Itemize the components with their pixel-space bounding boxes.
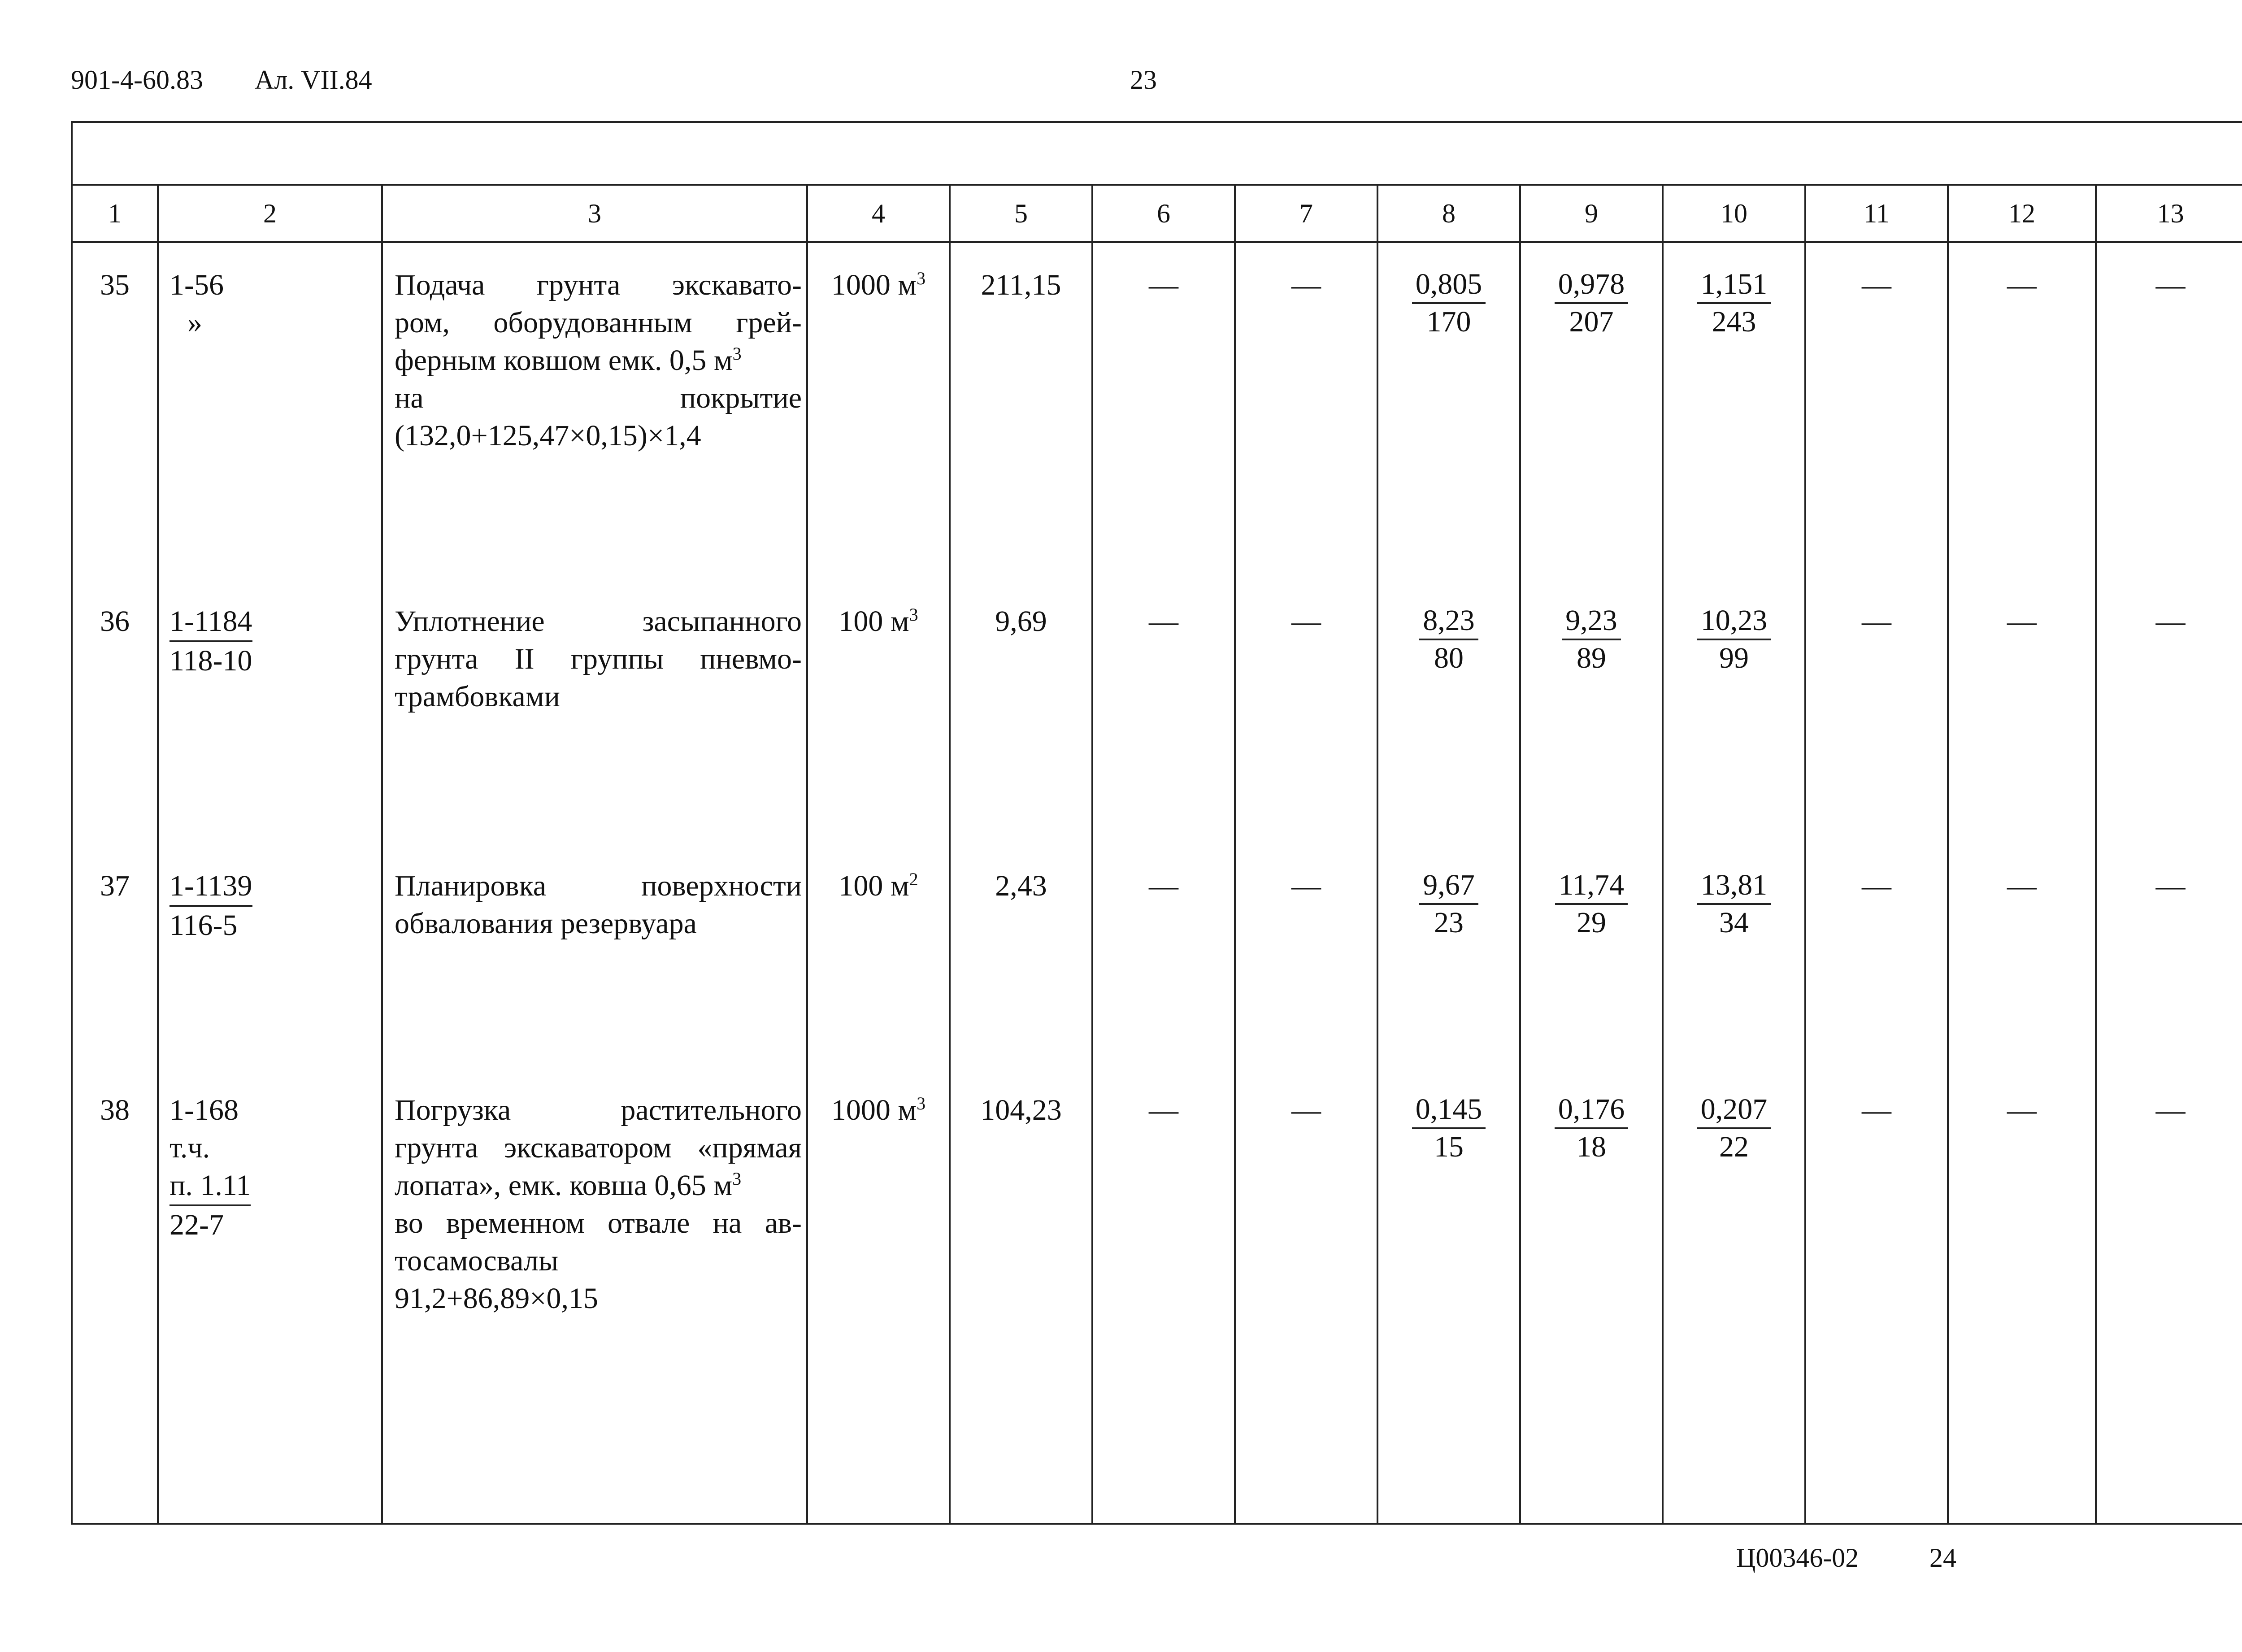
fraction-numerator: 11,74 xyxy=(1555,867,1628,905)
unit-of-measure xyxy=(808,1086,949,1129)
column-number: 9 xyxy=(1520,185,1663,242)
fraction xyxy=(1555,1091,1629,1165)
estimate-table xyxy=(71,121,2242,1525)
fraction-denominator: 23 xyxy=(1434,906,1464,939)
norm-code-numerator-text: 1-1139 xyxy=(169,867,252,907)
column-number: 5 xyxy=(950,185,1092,242)
empty-dash: — xyxy=(2007,605,2037,638)
unit-text: 100 м xyxy=(839,605,909,638)
fraction-denominator: 29 xyxy=(1577,906,1606,939)
fraction xyxy=(1697,603,1771,676)
work-description xyxy=(383,597,806,716)
empty-dash: — xyxy=(1291,869,1321,902)
empty-dash: — xyxy=(2007,869,2037,902)
column-number: 7 xyxy=(1235,185,1377,242)
column-number: 2 xyxy=(158,185,382,242)
col-9 xyxy=(1520,242,1663,1524)
empty-dash: — xyxy=(1149,869,1178,902)
norm-code-denominator: 118-10 xyxy=(169,644,252,677)
fraction xyxy=(1562,603,1621,676)
description-superscript: 3 xyxy=(732,1169,742,1189)
empty-dash: — xyxy=(1291,1094,1321,1126)
col-unit xyxy=(807,242,950,1524)
fraction-denominator: 207 xyxy=(1569,305,1614,338)
fraction xyxy=(1555,867,1628,941)
unit-text: 100 м xyxy=(839,869,909,902)
fraction-cell xyxy=(1378,1086,1519,1166)
norm-code xyxy=(159,862,381,944)
norm-code-numerator xyxy=(169,867,381,907)
description-line: обвалования резервуара xyxy=(395,907,697,940)
fraction xyxy=(1555,266,1629,340)
empty-dash: — xyxy=(1291,605,1321,638)
column-number: 12 xyxy=(1948,185,2096,242)
fraction-numerator: 0,978 xyxy=(1555,266,1629,304)
fraction-cell xyxy=(1664,1086,1804,1166)
empty-dash: — xyxy=(2155,869,2186,902)
col-11 xyxy=(1805,242,1948,1524)
column-number: 6 xyxy=(1092,185,1235,242)
fraction-cell xyxy=(1521,862,1662,942)
description-line: Планировка поверхности xyxy=(395,869,802,902)
fraction-denominator: 170 xyxy=(1426,305,1471,338)
norm-code-numerator-text: 1-1184 xyxy=(169,603,252,642)
fraction-cell xyxy=(1521,597,1662,677)
footer-number: 24 xyxy=(1929,1543,1956,1573)
norm-code xyxy=(159,1086,381,1244)
row-number: 35 xyxy=(100,269,130,301)
unit-superscript: 3 xyxy=(917,1093,926,1113)
footer-code: Ц00346-02 xyxy=(1736,1543,1859,1573)
empty-dash: — xyxy=(2007,1094,2037,1126)
description-line: (132,0+125,47×0,15)×1,4 xyxy=(395,419,701,452)
empty-dash: — xyxy=(2155,605,2186,638)
quantity: 104,23 xyxy=(980,1094,1062,1126)
fraction-numerator: 0,176 xyxy=(1555,1091,1629,1129)
column-number: 11 xyxy=(1805,185,1948,242)
col-description xyxy=(382,242,807,1524)
col-8 xyxy=(1377,242,1520,1524)
col-7 xyxy=(1235,242,1377,1524)
norm-code-denominator: 116-5 xyxy=(169,909,238,942)
fraction-cell xyxy=(1521,1086,1662,1166)
norm-code-denominator: 22-7 xyxy=(169,1209,224,1241)
col-12 xyxy=(1948,242,2096,1524)
description-line: Погрузка растительного xyxy=(395,1094,802,1126)
unit-of-measure xyxy=(808,597,949,640)
col-row-number xyxy=(72,242,158,1524)
fraction xyxy=(1697,266,1771,340)
empty-dash: — xyxy=(1149,605,1178,638)
work-description xyxy=(383,862,806,943)
empty-dash: — xyxy=(1291,269,1321,301)
unit-text: 1000 м xyxy=(831,1094,917,1126)
fraction-denominator: 243 xyxy=(1712,305,1756,338)
fraction-denominator: 80 xyxy=(1434,642,1464,674)
fraction-denominator: 22 xyxy=(1719,1130,1749,1163)
fraction-numerator: 13,81 xyxy=(1697,867,1771,905)
fraction-numerator: 0,145 xyxy=(1412,1091,1486,1129)
fraction xyxy=(1412,266,1486,340)
norm-code-line: 1-56 xyxy=(169,269,224,301)
description-line: во временном отвале на ав- xyxy=(395,1207,802,1239)
description-line: грунта экскаватором «прямая xyxy=(395,1131,802,1164)
column-number: 3 xyxy=(382,185,807,242)
norm-code-numerator xyxy=(169,1167,381,1206)
column-number: 10 xyxy=(1663,185,1805,242)
empty-dash: — xyxy=(2155,1094,2186,1126)
empty-dash: — xyxy=(1862,269,1891,301)
empty-dash: — xyxy=(2007,269,2037,301)
fraction-numerator: 10,23 xyxy=(1697,603,1771,640)
description-superscript: 3 xyxy=(732,343,742,364)
empty-dash: — xyxy=(1149,1094,1178,1126)
unit-text: 1000 м xyxy=(831,269,917,301)
quantity: 211,15 xyxy=(981,269,1061,301)
fraction-denominator: 34 xyxy=(1719,906,1749,939)
description-line: 91,2+86,89×0,15 xyxy=(395,1282,598,1315)
col-13 xyxy=(2096,242,2242,1524)
fraction-denominator: 18 xyxy=(1577,1130,1606,1163)
fraction xyxy=(1419,603,1478,676)
unit-superscript: 3 xyxy=(917,268,926,288)
row-number: 36 xyxy=(100,605,130,638)
fraction-cell xyxy=(1378,261,1519,341)
norm-code-line: т.ч. xyxy=(169,1131,210,1164)
quantity: 2,43 xyxy=(995,869,1047,902)
fraction-denominator: 89 xyxy=(1577,642,1606,674)
fraction-cell xyxy=(1378,862,1519,942)
work-description xyxy=(383,261,806,455)
norm-code xyxy=(159,597,381,680)
table-title-row xyxy=(72,122,2242,185)
description-line: трамбовками xyxy=(395,680,560,713)
fraction xyxy=(1419,867,1478,941)
description-text: лопата», емк. ковша 0,65 м xyxy=(395,1169,733,1202)
page-number: 23 xyxy=(1130,65,1157,95)
norm-code-line: » xyxy=(187,306,202,339)
column-number: 8 xyxy=(1377,185,1520,242)
col-6 xyxy=(1092,242,1235,1524)
unit-superscript: 3 xyxy=(909,604,918,625)
column-number: 1 xyxy=(72,185,158,242)
unit-of-measure xyxy=(808,261,949,304)
document-code: 901-4-60.83 xyxy=(71,65,203,95)
column-number: 13 xyxy=(2096,185,2242,242)
description-line xyxy=(395,1167,802,1204)
fraction-numerator: 0,207 xyxy=(1697,1091,1771,1129)
fraction-cell xyxy=(1664,261,1804,341)
col-quantity xyxy=(950,242,1092,1524)
fraction-cell xyxy=(1664,597,1804,677)
norm-code-numerator xyxy=(169,603,381,642)
fraction-numerator: 0,805 xyxy=(1412,266,1486,304)
empty-dash: — xyxy=(2155,269,2186,301)
fraction-denominator: 99 xyxy=(1719,642,1749,674)
description-line: на покрытие xyxy=(395,382,802,414)
empty-dash: — xyxy=(1862,605,1891,638)
row-number: 37 xyxy=(100,869,130,902)
fraction-cell xyxy=(1664,862,1804,942)
work-description xyxy=(383,1086,806,1317)
description-line: тосамосвалы xyxy=(395,1244,559,1277)
fraction-cell xyxy=(1521,261,1662,341)
fraction-numerator: 8,23 xyxy=(1419,603,1478,640)
description-line: ром, оборудованным грей- xyxy=(395,306,802,339)
fraction xyxy=(1697,1091,1771,1165)
table-body-row xyxy=(72,242,2242,1524)
album-number: Ал. VII.84 xyxy=(255,65,372,95)
unit-of-measure xyxy=(808,862,949,905)
col-norm-code xyxy=(158,242,382,1524)
fraction-numerator: 9,67 xyxy=(1419,867,1478,905)
empty-dash: — xyxy=(1862,1094,1891,1126)
description-line: грунта II группы пневмо- xyxy=(395,643,802,675)
norm-code xyxy=(159,261,381,342)
fraction xyxy=(1697,867,1771,941)
fraction-numerator: 1,151 xyxy=(1697,266,1771,304)
description-line: Уплотнение засыпанного xyxy=(395,605,802,638)
empty-dash: — xyxy=(1149,269,1178,301)
description-line: Подача грунта экскавато- xyxy=(395,269,802,301)
col-10 xyxy=(1663,242,1805,1524)
column-number: 4 xyxy=(807,185,950,242)
quantity: 9,69 xyxy=(995,605,1047,638)
row-number: 38 xyxy=(100,1094,130,1126)
norm-code-line: 1-168 xyxy=(169,1094,239,1126)
unit-superscript: 2 xyxy=(909,869,918,889)
fraction xyxy=(1412,1091,1486,1165)
fraction-cell xyxy=(1378,597,1519,677)
description-line xyxy=(395,342,802,379)
fraction-numerator: 9,23 xyxy=(1562,603,1621,640)
norm-code-numerator-text: п. 1.11 xyxy=(169,1167,251,1206)
fraction-denominator: 15 xyxy=(1434,1130,1464,1163)
column-number-row xyxy=(72,185,2242,242)
description-text: ферным ковшом емк. 0,5 м xyxy=(395,344,733,377)
empty-dash: — xyxy=(1862,869,1891,902)
